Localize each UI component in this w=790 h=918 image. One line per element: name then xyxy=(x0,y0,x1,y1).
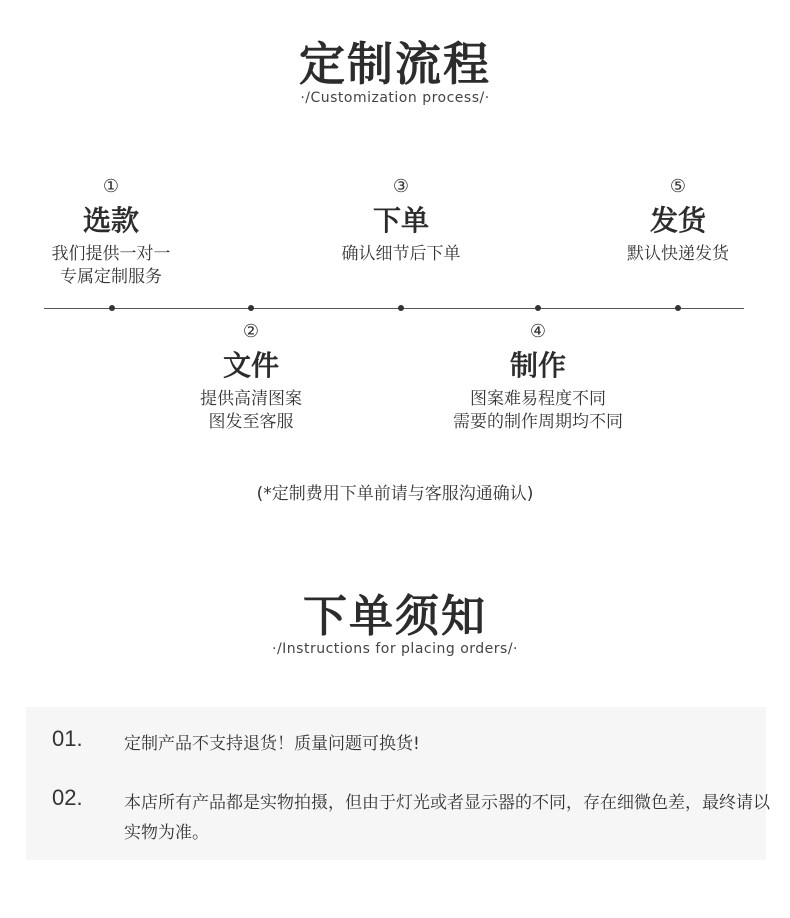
instruction-number: 01. xyxy=(52,726,83,751)
step-description: 我们提供一对一 专属定制服务 xyxy=(51,244,171,287)
instructions-box xyxy=(26,707,770,860)
instruction-text: 定制产品不支持退货！质量问题可换货! xyxy=(124,734,420,754)
step-number: ④ xyxy=(529,321,547,342)
step-title: 发货 xyxy=(649,204,706,237)
step-number: ⑤ xyxy=(669,176,687,197)
step-number: ② xyxy=(242,321,260,342)
step-title: 选款 xyxy=(82,204,139,237)
instruction-text: 本店所有产品都是实物拍摄，但由于灯光或者显示器的不同，存在细微色差，最终请以实物为准。 xyxy=(124,793,770,843)
step-title: 文件 xyxy=(222,349,279,382)
timeline-dot xyxy=(675,305,681,311)
step-description: 提供高清图案 图发至客服 xyxy=(200,389,302,432)
timeline-dot xyxy=(398,305,404,311)
step-order xyxy=(301,175,501,266)
process-subtitle: ·/Customization process/· xyxy=(300,90,490,106)
instruction-number: 02. xyxy=(52,785,83,810)
timeline-line xyxy=(44,308,744,309)
step-ship xyxy=(578,175,778,266)
step-number: ③ xyxy=(392,176,410,197)
step-description: 确认细节后下单 xyxy=(341,244,461,264)
timeline-dot xyxy=(109,305,115,311)
step-title: 下单 xyxy=(372,204,429,237)
step-file xyxy=(151,320,351,434)
step-number: ① xyxy=(102,176,120,197)
step-description: 默认快递发货 xyxy=(627,244,729,264)
step-produce xyxy=(438,320,638,434)
timeline-dot xyxy=(535,305,541,311)
instructions-title: 下单须知 xyxy=(303,591,487,642)
instructions-subtitle: ·/Instructions for placing orders/· xyxy=(272,641,518,657)
process-title: 定制流程 xyxy=(299,37,491,91)
step-description: 图案难易程度不同 需要的制作周期均不同 xyxy=(453,389,623,432)
step-select xyxy=(11,175,211,289)
fee-note: (*定制费用下单前请与客服沟通确认) xyxy=(256,484,534,504)
step-title: 制作 xyxy=(509,349,566,382)
timeline-dot xyxy=(248,305,254,311)
